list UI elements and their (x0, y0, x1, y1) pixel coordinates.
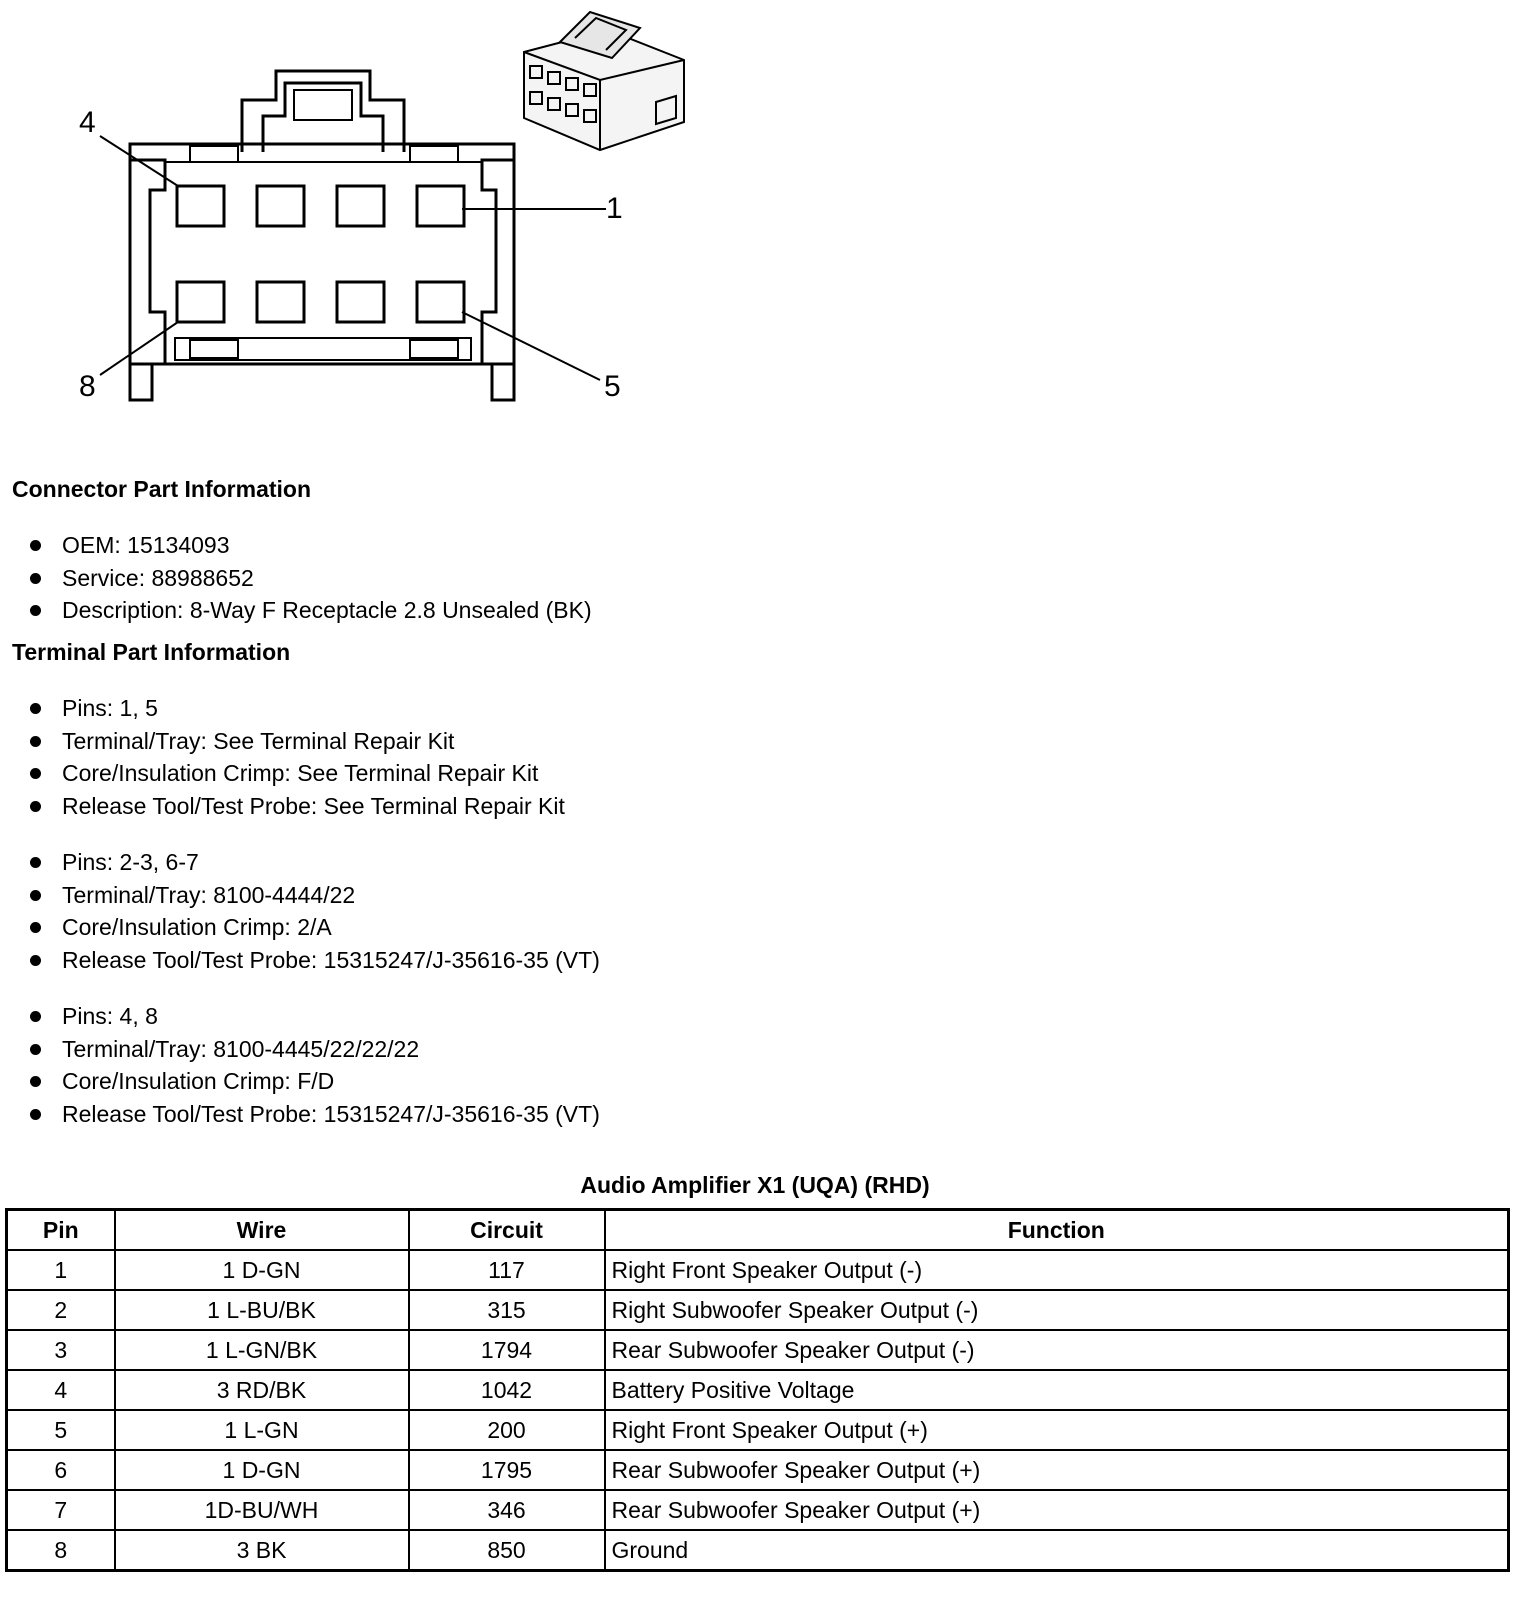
terminal-group-3-pins: Pins: 4, 8 (30, 1000, 600, 1033)
pin-cavity-8 (177, 282, 224, 322)
connector-info-description: Description: 8-Way F Receptacle 2.8 Unsealed (BK) (30, 594, 592, 627)
pin-cavity-4 (177, 186, 224, 226)
terminal-group-3 (30, 1000, 600, 1130)
pin-cavity-1 (417, 186, 464, 226)
cell-circuit: 1794 (409, 1330, 605, 1370)
cell-wire: 1 L-BU/BK (115, 1290, 409, 1330)
cell-pin: 4 (7, 1370, 115, 1410)
pinout-table-title: Audio Amplifier X1 (UQA) (RHD) (580, 1172, 930, 1198)
connector-face-outline (130, 71, 514, 400)
cell-pin: 6 (7, 1450, 115, 1490)
cell-wire: 1 D-GN (115, 1250, 409, 1290)
pin-cavity-2 (337, 186, 384, 226)
cell-wire: 1 L-GN (115, 1410, 409, 1450)
cell-wire: 3 RD/BK (115, 1370, 409, 1410)
cell-pin: 2 (7, 1290, 115, 1330)
cell-pin: 8 (7, 1530, 115, 1571)
col-header-pin: Pin (7, 1210, 115, 1251)
callout-4: 4 (79, 106, 96, 139)
pin-cavity-5 (417, 282, 464, 322)
cell-pin: 5 (7, 1410, 115, 1450)
callout-5: 5 (604, 370, 621, 403)
cell-pin: 1 (7, 1250, 115, 1290)
table-row (7, 1450, 1509, 1490)
cell-circuit: 117 (409, 1250, 605, 1290)
cell-circuit: 850 (409, 1530, 605, 1571)
cell-circuit: 346 (409, 1490, 605, 1530)
terminal-group-1 (30, 692, 565, 822)
terminal-group-3-tool: Release Tool/Test Probe: 15315247/J-35616-35 (VT) (30, 1098, 600, 1131)
connector-info-list (30, 529, 592, 627)
table-header-row (7, 1210, 1509, 1251)
cell-function: Right Subwoofer Speaker Output (-) (605, 1290, 1509, 1330)
pin-cavity-7 (257, 282, 304, 322)
terminal-group-1-tray: Terminal/Tray: See Terminal Repair Kit (30, 725, 565, 758)
table-row (7, 1370, 1509, 1410)
cell-circuit: 315 (409, 1290, 605, 1330)
cell-function: Rear Subwoofer Speaker Output (-) (605, 1330, 1509, 1370)
cell-function: Rear Subwoofer Speaker Output (+) (605, 1490, 1509, 1530)
table-row (7, 1490, 1509, 1530)
connector-info-oem: OEM: 15134093 (30, 529, 592, 562)
cell-pin: 7 (7, 1490, 115, 1530)
terminal-group-2-tray: Terminal/Tray: 8100-4444/22 (30, 879, 600, 912)
terminal-group-2-pins: Pins: 2-3, 6-7 (30, 846, 600, 879)
cell-wire: 1D-BU/WH (115, 1490, 409, 1530)
terminal-group-1-crimp: Core/Insulation Crimp: See Terminal Repair Kit (30, 757, 565, 790)
pin-cavities (177, 186, 464, 322)
cell-circuit: 1795 (409, 1450, 605, 1490)
connector-info-heading: Connector Part Information (12, 476, 312, 502)
callout-8: 8 (79, 370, 96, 403)
cell-function: Rear Subwoofer Speaker Output (+) (605, 1450, 1509, 1490)
connector-isometric-icon (524, 12, 684, 150)
table-row (7, 1250, 1509, 1290)
terminal-group-3-tray: Terminal/Tray: 8100-4445/22/22/22 (30, 1033, 600, 1066)
cell-circuit: 200 (409, 1410, 605, 1450)
col-header-circuit: Circuit (409, 1210, 605, 1251)
terminal-group-2-tool: Release Tool/Test Probe: 15315247/J-35616-35 (VT) (30, 944, 600, 977)
callout-1: 1 (606, 192, 623, 225)
cell-function: Right Front Speaker Output (-) (605, 1250, 1509, 1290)
cell-function: Battery Positive Voltage (605, 1370, 1509, 1410)
table-row (7, 1410, 1509, 1450)
terminal-group-2 (30, 846, 600, 976)
cell-wire: 1 D-GN (115, 1450, 409, 1490)
cell-wire: 3 BK (115, 1530, 409, 1571)
pin-cavity-3 (257, 186, 304, 226)
col-header-function: Function (605, 1210, 1509, 1251)
table-row (7, 1330, 1509, 1370)
terminal-info-heading: Terminal Part Information (12, 639, 291, 665)
table-row (7, 1530, 1509, 1571)
terminal-group-3-crimp: Core/Insulation Crimp: F/D (30, 1065, 600, 1098)
table-row (7, 1290, 1509, 1330)
col-header-wire: Wire (115, 1210, 409, 1251)
connector-diagram (0, 0, 700, 420)
cell-function: Ground (605, 1530, 1509, 1571)
terminal-group-1-pins: Pins: 1, 5 (30, 692, 565, 725)
pinout-table (5, 1208, 1510, 1572)
pin-cavity-6 (337, 282, 384, 322)
terminal-group-2-crimp: Core/Insulation Crimp: 2/A (30, 911, 600, 944)
terminal-group-1-tool: Release Tool/Test Probe: See Terminal Repair Kit (30, 790, 565, 823)
cell-pin: 3 (7, 1330, 115, 1370)
cell-wire: 1 L-GN/BK (115, 1330, 409, 1370)
cell-circuit: 1042 (409, 1370, 605, 1410)
connector-info-service: Service: 88988652 (30, 562, 592, 595)
cell-function: Right Front Speaker Output (+) (605, 1410, 1509, 1450)
